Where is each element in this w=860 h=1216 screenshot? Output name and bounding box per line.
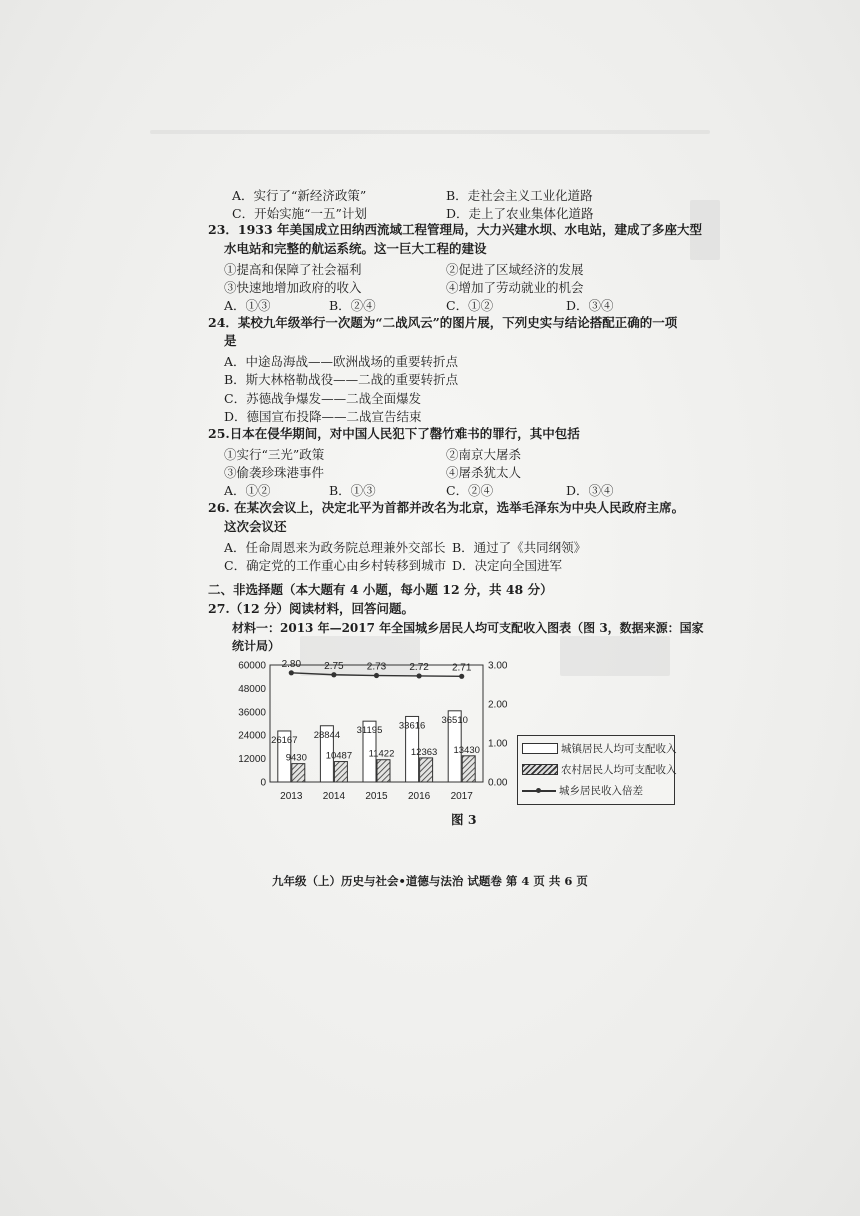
legend-label-city: 城镇居民人均可支配收入 — [561, 743, 677, 755]
right-axis-tick-label: 3.00 — [488, 660, 508, 672]
q25-stem: 25.日本在侵华期间，对中国人民犯下了罄竹难书的罪行，其中包括 — [208, 426, 580, 441]
legend-swatch-hatched-bar — [522, 764, 558, 775]
q22-option-b: B．走社会主义工业化道路 — [446, 188, 593, 203]
bar-rural-income — [292, 764, 305, 782]
ratio-point — [459, 674, 464, 679]
q23-statement-2: ②促进了区域经济的发展 — [446, 262, 584, 277]
figure-caption: 图 3 — [451, 812, 477, 827]
q23-stem-line2: 水电站和完整的航运系统。这一巨大工程的建设 — [224, 241, 487, 256]
q24-option-b: B．斯大林格勒战役——二战的重要转折点 — [224, 372, 459, 387]
bar-rural-income — [377, 760, 390, 782]
q25-option-d: D．③④ — [566, 483, 614, 498]
q27-stem: 27.（12 分）阅读材料，回答问题。 — [208, 601, 414, 616]
ratio-label: 2.80 — [281, 658, 302, 670]
bar-label-rural: 10487 — [325, 750, 353, 762]
left-axis-tick-label: 24000 — [238, 730, 266, 742]
ratio-label: 2.72 — [409, 661, 429, 673]
page-footer: 九年级（上）历史与社会•道德与法治 试题卷 第 4 页 共 6 页 — [272, 874, 588, 888]
legend-label-rural: 农村居民人均可支配收入 — [561, 764, 677, 776]
q26-option-c: C．确定党的工作重心由乡村转移到城市 — [224, 558, 447, 573]
q23-option-b: B．②④ — [329, 298, 376, 313]
legend-label-ratio: 城乡居民收入倍差 — [559, 785, 643, 797]
ratio-label: 2.71 — [451, 662, 472, 674]
right-axis-tick-label: 2.00 — [488, 699, 508, 711]
left-axis-tick-label: 48000 — [238, 683, 266, 695]
section-two-heading: 二、非选择题（本大题有 4 小题，每小题 12 分，共 48 分） — [208, 582, 553, 597]
ratio-point — [331, 672, 336, 677]
bar-rural-income — [334, 762, 347, 782]
bar-label-rural: 9430 — [285, 752, 307, 764]
ratio-label: 2.73 — [366, 661, 387, 673]
x-axis-tick-label: 2015 — [365, 791, 388, 802]
q25-statement-4: ④屠杀犹太人 — [446, 465, 522, 480]
q23-stem-line1: 23．1933 年美国成立田纳西流域工程管理局，大力兴建水坝、水电站，建成了多座大型 — [208, 222, 703, 237]
q25-option-a: A．①② — [224, 483, 271, 498]
left-axis-tick-label: 12000 — [238, 754, 266, 766]
ratio-point — [289, 670, 294, 675]
q24-stem-line1: 24．某校九年级举行一次题为“二战风云”的图片展，下列史实与结论搭配正确的一项 — [208, 315, 678, 330]
q23-statement-1: ①提高和保障了社会福利 — [224, 262, 362, 277]
legend-item-ratio — [522, 783, 643, 798]
q26-option-d: D．决定向全国进军 — [452, 558, 563, 573]
x-axis-tick-label: 2013 — [280, 791, 303, 802]
bar-label-city: 36510 — [441, 714, 468, 726]
bar-label-city: 28844 — [313, 729, 341, 741]
legend-item-city — [522, 741, 677, 756]
q24-option-d: D．德国宣布投降——二战宣告结束 — [224, 409, 422, 424]
q24-option-c: C．苏德战争爆发——二战全面爆发 — [224, 391, 422, 406]
bar-label-rural: 12363 — [410, 746, 438, 758]
q22-option-d: D．走上了农业集体化道路 — [446, 206, 594, 221]
x-axis-tick-label: 2017 — [450, 791, 473, 802]
q26-stem-line1: 26. 在某次会议上，决定北平为首都并改名为北京，选举毛泽东为中央人民政府主席。 — [208, 500, 685, 515]
bar-label-city: 26167 — [271, 734, 298, 746]
q22-option-a: A．实行了“新经济政策” — [232, 188, 367, 203]
bar-label-rural: 13430 — [453, 744, 480, 756]
q24-stem-line2: 是 — [224, 333, 237, 348]
q23-option-d: D．③④ — [566, 298, 614, 313]
bar-rural-income — [420, 758, 433, 782]
ratio-point — [417, 673, 422, 678]
q26-option-b: B．通过了《共同纲领》 — [452, 540, 587, 555]
q27-material1-line2: 统计局） — [232, 639, 281, 653]
q26-option-a: A．任命周恩来为政务院总理兼外交部长 — [224, 540, 446, 555]
q23-option-a: A．①③ — [224, 298, 271, 313]
bar-label-city: 33616 — [398, 720, 426, 732]
legend-swatch-line — [522, 786, 556, 795]
q24-option-a: A．中途岛海战——欧洲战场的重要转折点 — [224, 354, 459, 369]
q26-stem-line2: 这次会议还 — [224, 519, 287, 534]
legend-swatch-open-bar — [522, 743, 558, 754]
right-axis-tick-label: 0.00 — [488, 777, 508, 789]
right-axis-tick-label: 1.00 — [488, 738, 508, 750]
ratio-point — [374, 673, 379, 678]
q23-option-c: C．①② — [446, 298, 494, 313]
q23-statement-3: ③快速地增加政府的收入 — [224, 280, 362, 295]
bleed-through-shadow — [150, 130, 710, 134]
q23-statement-4: ④增加了劳动就业的机会 — [446, 280, 584, 295]
x-axis-tick-label: 2014 — [322, 791, 346, 802]
chart-legend — [517, 735, 675, 805]
x-axis-tick-label: 2016 — [407, 791, 431, 802]
q22-option-c: C．开始实施“一五”计划 — [232, 206, 367, 221]
left-axis-tick-label: 36000 — [238, 707, 266, 719]
ratio-label: 2.75 — [324, 660, 344, 672]
q25-statement-2: ②南京大屠杀 — [446, 447, 522, 462]
legend-item-rural — [522, 762, 677, 777]
q27-material1-line1: 材料一：2013 年—2017 年全国城乡居民人均可支配收入图表（图 3，数据来源：国家 — [232, 621, 704, 635]
q25-option-c: C．②④ — [446, 483, 494, 498]
q25-statement-1: ①实行“三光”政策 — [224, 447, 325, 462]
bar-rural-income — [462, 756, 475, 782]
bar-label-rural: 11422 — [368, 748, 395, 760]
bar-label-city: 31195 — [356, 725, 383, 737]
left-axis-tick-label: 60000 — [238, 660, 266, 672]
q25-statement-3: ③偷袭珍珠港事件 — [224, 465, 325, 480]
q25-option-b: B．①③ — [329, 483, 376, 498]
left-axis-tick-label: 0 — [260, 777, 266, 789]
